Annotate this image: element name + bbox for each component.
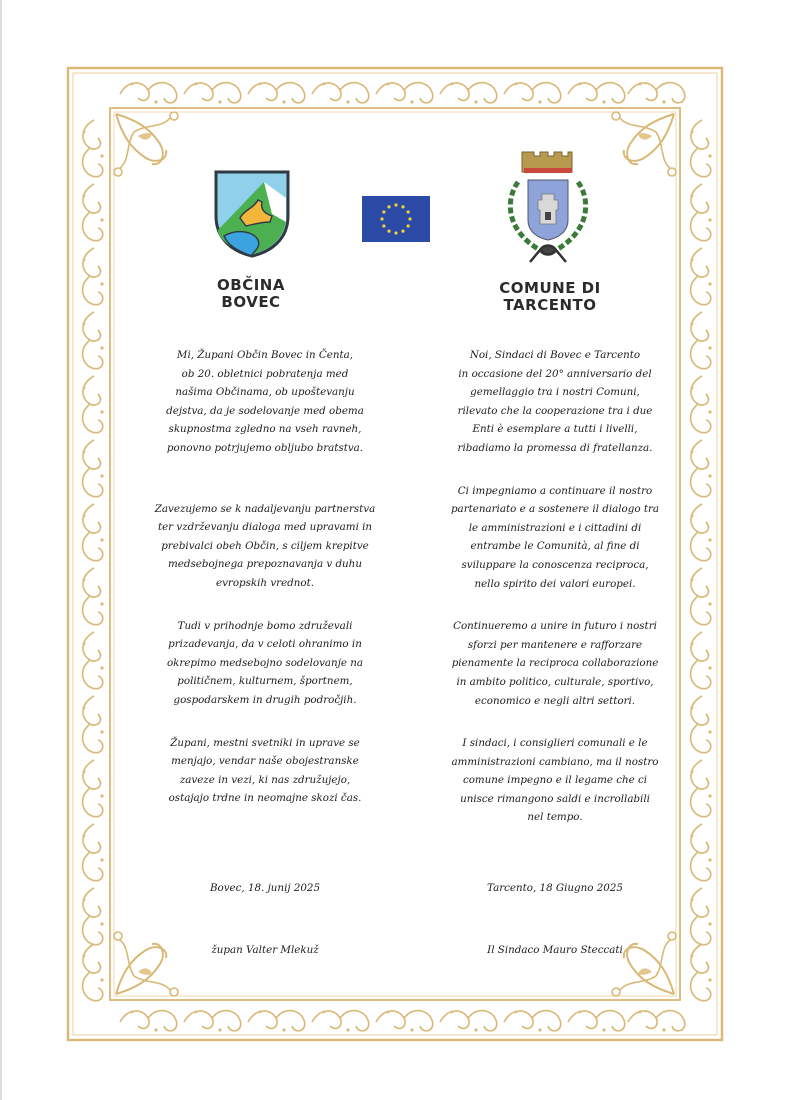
slovenian-paragraph-4: Župani, mestni svetniki in uprave se menjajo, vendar naše obojestranske zaveze in vezi, ki nas združujejo, ostajajo trdne in neomajne skozi čas.	[168, 736, 362, 805]
italian-paragraph-2: Ci impegniamo a continuare il nostro partenariato e a sostenere il dialogo tra le amministrazioni e i cittadini di entrambe le Comunità, al fine di sviluppare la conoscenza reciproca, nello spirito dei valori europei.	[450, 484, 660, 590]
eu-star-icon	[387, 205, 390, 208]
slovenian-text-column	[130, 346, 400, 808]
tarcento-name-line1: COMUNE DI	[499, 279, 601, 297]
slovenian-place-date: Bovec, 18. junij 2025	[209, 882, 321, 894]
eu-flag-icon	[362, 196, 430, 242]
bovec-name-line1: OBČINA	[217, 276, 285, 294]
eu-star-icon	[401, 205, 404, 208]
eu-star-icon	[394, 203, 397, 206]
slovenian-signature: župan Valter Mlekuž	[211, 944, 319, 956]
italian-signature: Il Sindaco Mauro Steccati	[487, 944, 623, 956]
slovenian-paragraph-3: Tudi v prihodnje bomo združevali prizadevanja, da v celoti ohranimo in okrepimo medsebojno sodelovanje na političnem, kulturnem, športnem, gospodarskem in drugih področjih.	[166, 619, 364, 706]
eu-star-icon	[401, 230, 404, 233]
bovec-coat-of-arms-icon	[214, 170, 290, 258]
bovec-name	[196, 277, 306, 311]
tarcento-coat-of-arms-icon	[500, 146, 596, 266]
bovec-name-line2: BOVEC	[221, 293, 281, 311]
eu-star-icon	[407, 224, 410, 227]
italian-text-column	[420, 346, 690, 827]
slovenian-paragraph-1: Mi, Župani Občin Bovec in Čenta, ob 20. obletnici pobratenja med našima Občinama, ob upoštevanju dejstva, da je sodelovanje med obema skupnostma zgledno na vseh ravneh, ponovno potrjujemo obljubo bratstva.	[166, 349, 364, 454]
tarcento-name	[490, 280, 610, 314]
eu-star-icon	[380, 217, 383, 220]
slovenian-paragraph-2: Zavezujemo se k nadaljevanju partnerstva ter vzdrževanju dialoga med upravami in prebivalci obeh Občin, s ciljem krepitve medsebojnega prepoznavanja v duhu evropskih vrednot.	[154, 502, 376, 589]
tarcento-name-line2: TARCENTO	[503, 296, 597, 314]
eu-star-icon	[408, 217, 411, 220]
italian-paragraph-3: Continueremo a unire in futuro i nostri sforzi per mantenere e rafforzare pienamente la reciproca collaborazione in ambito politico, culturale, sportivo, economico e negli altri settori.	[451, 620, 659, 707]
eu-star-icon	[382, 210, 385, 213]
eu-star-icon	[382, 224, 385, 227]
italian-paragraph-4: I sindaci, i consiglieri comunali e le amministrazioni cambiano, ma il nostro comune impegno e il legame che ci unisce rimangono saldi e incrollabili nel tempo.	[451, 737, 659, 824]
italian-paragraph-1: Noi, Sindaci di Bovec e Tarcento in occasione del 20° anniversario del gemellaggio tra i nostri Comuni, rilevato che la cooperazione tra i due Enti è esemplare a tutti i livelli, ribadiamo la promessa di fratellanza.	[457, 349, 653, 454]
eu-star-icon	[387, 230, 390, 233]
eu-star-icon	[394, 231, 397, 234]
italian-place-date: Tarcento, 18 Giugno 2025	[487, 882, 623, 894]
eu-star-icon	[407, 210, 410, 213]
